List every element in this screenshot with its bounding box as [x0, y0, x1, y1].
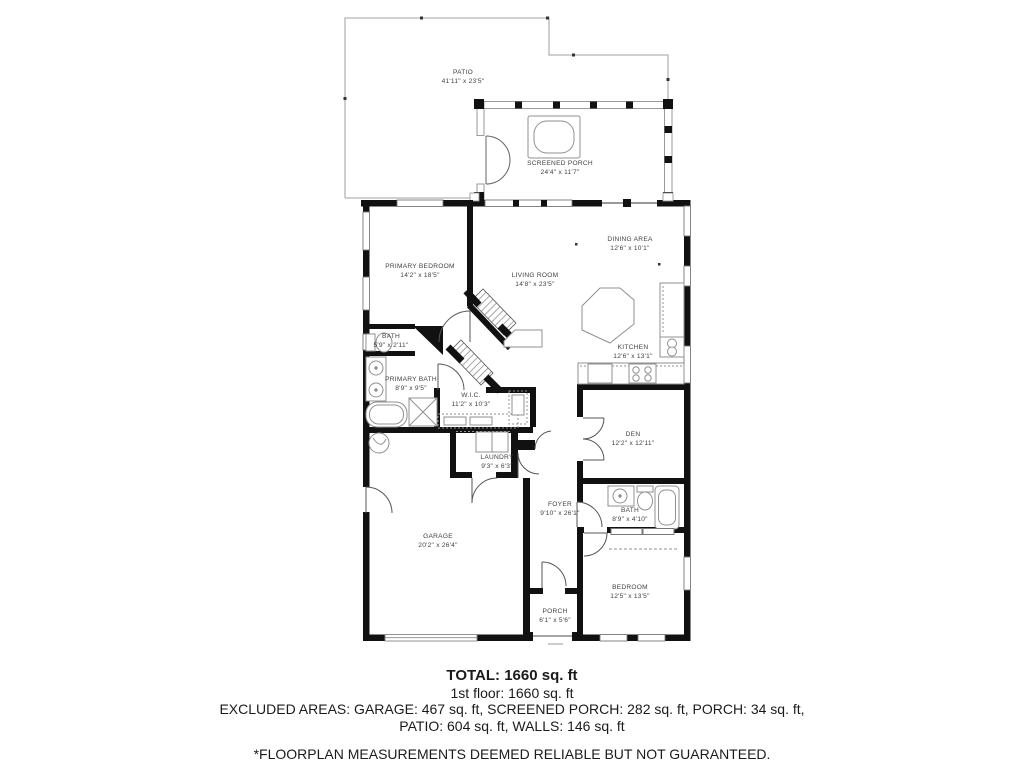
room-dims-bath-hall: 8'9" x 4'10": [612, 516, 648, 523]
room-dims-porch: 6'1" x 5'6": [539, 617, 571, 624]
room-dims-kitchen: 12'6" x 13'1": [613, 353, 653, 360]
room-dims-primary-bedroom: 14'2" x 18'5": [400, 272, 440, 279]
room-dims-wic: 11'2" x 10'3": [451, 401, 491, 408]
den-door-left: [583, 418, 604, 439]
room-label-garage: GARAGE: [423, 533, 453, 540]
foyer-closet-door: [535, 431, 551, 449]
laundry-garage-door: [472, 478, 497, 503]
kitchen-counter: [660, 283, 684, 337]
room-dims-primary-bath: 8'9" x 9'5": [395, 385, 427, 392]
room-dims-garage: 20'2" x 26'4": [418, 542, 458, 549]
room-label-living-room: LIVING ROOM: [511, 272, 559, 279]
room-label-dining-area: DINING AREA: [607, 236, 653, 243]
dishwasher: [588, 364, 612, 383]
hot-tub: [528, 116, 580, 158]
room-label-screened-porch: SCREENED PORCH: [527, 160, 593, 167]
room-label-wic: W.I.C.: [461, 392, 481, 399]
den-door-right: [583, 439, 604, 460]
room-dims-patio: 41'11" x 23'5": [441, 78, 485, 85]
closet-door: [611, 529, 642, 535]
closet-door: [643, 529, 674, 535]
room-dims-foyer: 9'10" x 26'1": [540, 510, 580, 517]
room-label-bath-hall: BATH: [620, 507, 640, 514]
room-dims-bath-small: 5'9" x 2'11": [373, 342, 409, 349]
room-label-bath-small: BATH: [381, 333, 401, 340]
room-dims-living-room: 14'8" x 23'5": [515, 281, 555, 288]
room-dims-dining-area: 12'6" x 10'1": [610, 245, 650, 252]
water-heater: [369, 433, 389, 453]
total-area-text: TOTAL: 1660 sq. ft: [446, 667, 578, 684]
room-label-bedroom2: BEDROOM: [612, 584, 648, 591]
summary-block: [0, 668, 1024, 763]
toilet-tank: [637, 486, 653, 492]
patio-ticks: [344, 17, 670, 101]
kitchen-island: [582, 288, 634, 343]
first-floor-text: 1st floor: 1660 sq. ft: [450, 684, 574, 701]
room-dims-screened-porch: 24'4" x 11'7": [540, 169, 580, 176]
excluded-areas-line2: PATIO: 604 sq. ft, WALLS: 146 sq. ft: [399, 717, 625, 734]
primary-bath-door: [438, 364, 464, 390]
room-dims-bedroom2: 12'5" x 13'5": [610, 593, 650, 600]
bedroom-door: [584, 533, 607, 556]
bedroom-door-gap: [584, 527, 607, 533]
porch-double-door: [486, 136, 510, 184]
room-label-primary-bedroom: PRIMARY BEDROOM: [385, 263, 455, 270]
room-label-foyer: FOYER: [548, 501, 572, 508]
room-label-porch: PORCH: [542, 608, 568, 615]
primary-bedroom-door: [439, 311, 470, 342]
disclaimer-text: *FLOORPLAN MEASUREMENTS DEEMED RELIABLE BUT NOT GUARANTEED.: [253, 746, 771, 762]
excluded-areas-line1: EXCLUDED AREAS: GARAGE: 467 sq. ft, SCREENED PORCH: 282 sq. ft, PORCH: 34 sq. ft,: [219, 701, 805, 717]
garage-side-door: [366, 487, 392, 513]
front-door: [542, 562, 566, 586]
room-label-laundry: LAUNDRY: [480, 454, 514, 461]
room-label-primary-bath: PRIMARY BATH: [385, 376, 437, 383]
room-dims-laundry: 9'3" x 6'3": [481, 463, 513, 470]
laundry-foyer-door: [518, 453, 539, 474]
washer: [476, 432, 492, 452]
room-dims-den: 12'2" x 12'11": [611, 440, 655, 447]
room-label-kitchen: KITCHEN: [617, 344, 649, 351]
bathtub: [366, 402, 407, 427]
toilet-bowl: [638, 492, 653, 510]
room-label-patio: PATIO: [452, 69, 474, 76]
room-label-den: DEN: [625, 431, 641, 438]
dryer: [492, 432, 508, 452]
